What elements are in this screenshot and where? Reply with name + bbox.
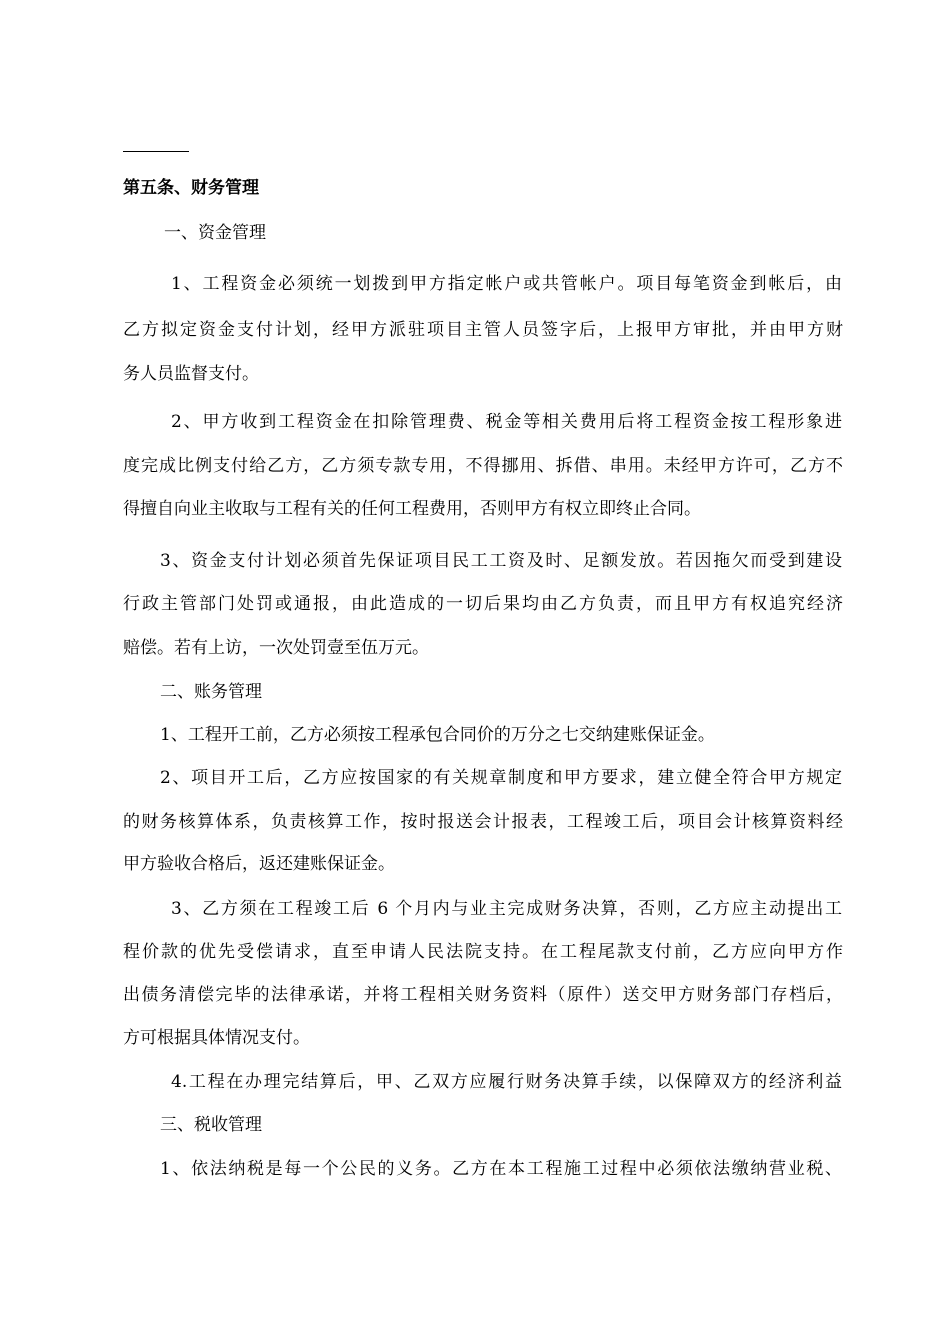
paragraph-line: 3、乙方须在工程竣工后 6 个月内与业主完成财务决算，否则，乙方应主动提出工 [171, 899, 842, 919]
paragraph-line: 出债务清偿完毕的法律承诺，并将工程相关财务资料（原件）送交甲方财务部门存档后， [123, 985, 843, 1005]
paragraph-line: 1、工程开工前，乙方必须按工程承包合同价的万分之七交纳建账保证金。 [160, 725, 715, 745]
subsection-heading-accounts: 二、账务管理 [160, 682, 262, 702]
paragraph-line: 赔偿。若有上访，一次处罚壹至伍万元。 [123, 638, 429, 658]
paragraph-line: 方可根据具体情况支付。 [123, 1028, 310, 1048]
paragraph-line: 程价款的优先受偿请求，直至申请人民法院支持。在工程尾款支付前，乙方应向甲方作 [123, 942, 843, 962]
paragraph-line: 3、资金支付计划必须首先保证项目民工工资及时、足额发放。若因拖欠而受到建设 [160, 551, 842, 571]
paragraph-line: 得擅自向业主收取与工程有关的任何工程费用，否则甲方有权立即终止合同。 [123, 499, 701, 519]
paragraph-line: 度完成比例支付给乙方，乙方须专款专用，不得挪用、拆借、串用。未经甲方许可，乙方不 [123, 456, 843, 476]
paragraph-line: 2、甲方收到工程资金在扣除管理费、税金等相关费用后将工程资金按工程形象进 [171, 412, 842, 432]
paragraph-line: 4.工程在办理完结算后，甲、乙双方应履行财务决算手续，以保障双方的经济利益 [171, 1072, 842, 1092]
paragraph-line: 的财务核算体系，负责核算工作，按时报送会计报表，工程竣工后，项目会计核算资料经 [123, 812, 843, 832]
paragraph-line: 务人员监督支付。 [123, 364, 259, 384]
paragraph-line: 1、工程资金必须统一划拨到甲方指定帐户或共管帐户。项目每笔资金到帐后，由 [171, 274, 842, 294]
paragraph-line: 2、项目开工后，乙方应按国家的有关规章制度和甲方要求，建立健全符合甲方规定 [160, 768, 842, 788]
paragraph-line: 1、依法纳税是每一个公民的义务。乙方在本工程施工过程中必须依法缴纳营业税、 [160, 1159, 842, 1179]
top-rule [123, 151, 189, 152]
paragraph-line: 乙方拟定资金支付计划，经甲方派驻项目主管人员签字后，上报甲方审批，并由甲方财 [123, 320, 843, 340]
paragraph-line: 行政主管部门处罚或通报，由此造成的一切后果均由乙方负责，而且甲方有权追究经济 [123, 594, 843, 614]
subsection-heading-tax: 三、税收管理 [160, 1115, 262, 1135]
paragraph-line: 甲方验收合格后，返还建账保证金。 [123, 854, 395, 874]
section-title: 第五条、财务管理 [123, 178, 259, 198]
subsection-heading-funds: 一、资金管理 [164, 223, 266, 243]
